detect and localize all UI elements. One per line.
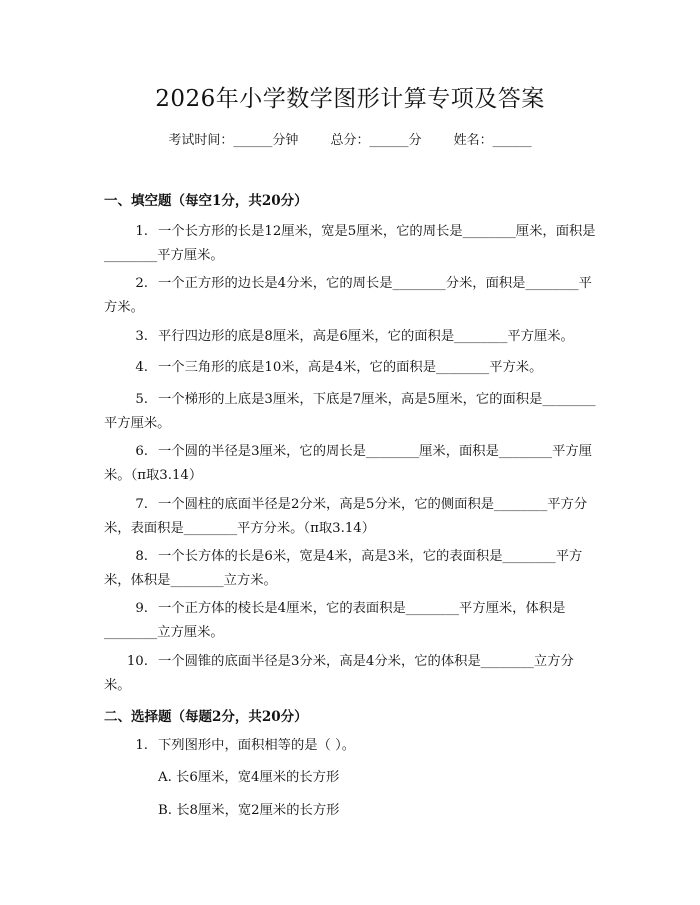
question-3 [104, 325, 598, 349]
question-1 [104, 220, 598, 268]
choice-question-1 [104, 734, 598, 758]
section-heading-multiple-choice: 二、选择题（每题2分，共20分） [104, 709, 308, 725]
question-text: 一个长方形的长是12厘米，宽是5厘米，它的周长是________厘米，面积是________平方厘米。 [104, 224, 596, 263]
student-name: 姓名：______ [453, 133, 532, 148]
choice-option-b: B. 长8厘米，宽2厘米的长方形 [158, 803, 340, 818]
question-text: 一个梯形的上底是3厘米，下底是7厘米，高是5厘米，它的面积是________平方厘米。 [104, 392, 596, 431]
exam-meta [0, 132, 700, 150]
question-number: 4. [135, 360, 148, 375]
question-text: 下列图形中，面积相等的是（ ）。 [158, 738, 356, 753]
question-text: 一个圆柱的底面半径是2分米，高是5分米，它的侧面积是________平方分米，表面积是________平方分米。（π取3.14） [104, 497, 588, 536]
choice-option-a: A. 长6厘米，宽4厘米的长方形 [158, 770, 340, 785]
question-8 [104, 545, 598, 593]
exam-time: 考试时间：______分钟 [168, 133, 299, 148]
question-number: 1. [135, 224, 148, 239]
question-text: 一个正方体的棱长是4厘米，它的表面积是________平方厘米，体积是________立方厘米。 [104, 601, 566, 640]
question-4 [104, 356, 598, 380]
question-text: 一个三角形的底是10米，高是4米，它的面积是________平方米。 [158, 360, 543, 375]
question-text: 一个长方体的长是6米，宽是4米，高是3米，它的表面积是________平方米，体积是________立方米。 [104, 549, 583, 588]
question-number: 6. [135, 444, 148, 459]
question-number: 8. [135, 549, 148, 564]
question-5 [104, 388, 598, 436]
total-score: 总分：______分 [330, 133, 422, 148]
question-9 [104, 597, 598, 645]
page-title: 2026年小学数学图形计算专项及答案 [155, 86, 545, 112]
question-text: 一个正方形的边长是4分米，它的周长是________分米，面积是________平方米。 [104, 276, 592, 315]
question-number: 10. [126, 654, 148, 669]
question-6 [104, 440, 598, 488]
question-2 [104, 272, 598, 320]
question-number: 9. [135, 601, 148, 616]
question-number: 5. [135, 392, 148, 407]
question-text: 平行四边形的底是8厘米，高是6厘米，它的面积是________平方厘米。 [158, 329, 574, 344]
section-heading-fill-in: 一、填空题（每空1分，共20分） [104, 193, 308, 209]
question-text: 一个圆的半径是3厘米，它的周长是________厘米，面积是________平方厘米。（π取3.14） [104, 444, 592, 483]
question-10 [104, 650, 598, 698]
question-7 [104, 493, 598, 541]
question-text: 一个圆锥的底面半径是3分米，高是4分米，它的体积是________立方分米。 [104, 654, 574, 693]
question-number: 3. [135, 329, 148, 344]
question-number: 7. [135, 497, 148, 512]
question-number: 2. [135, 276, 148, 291]
question-number: 1. [135, 738, 148, 753]
